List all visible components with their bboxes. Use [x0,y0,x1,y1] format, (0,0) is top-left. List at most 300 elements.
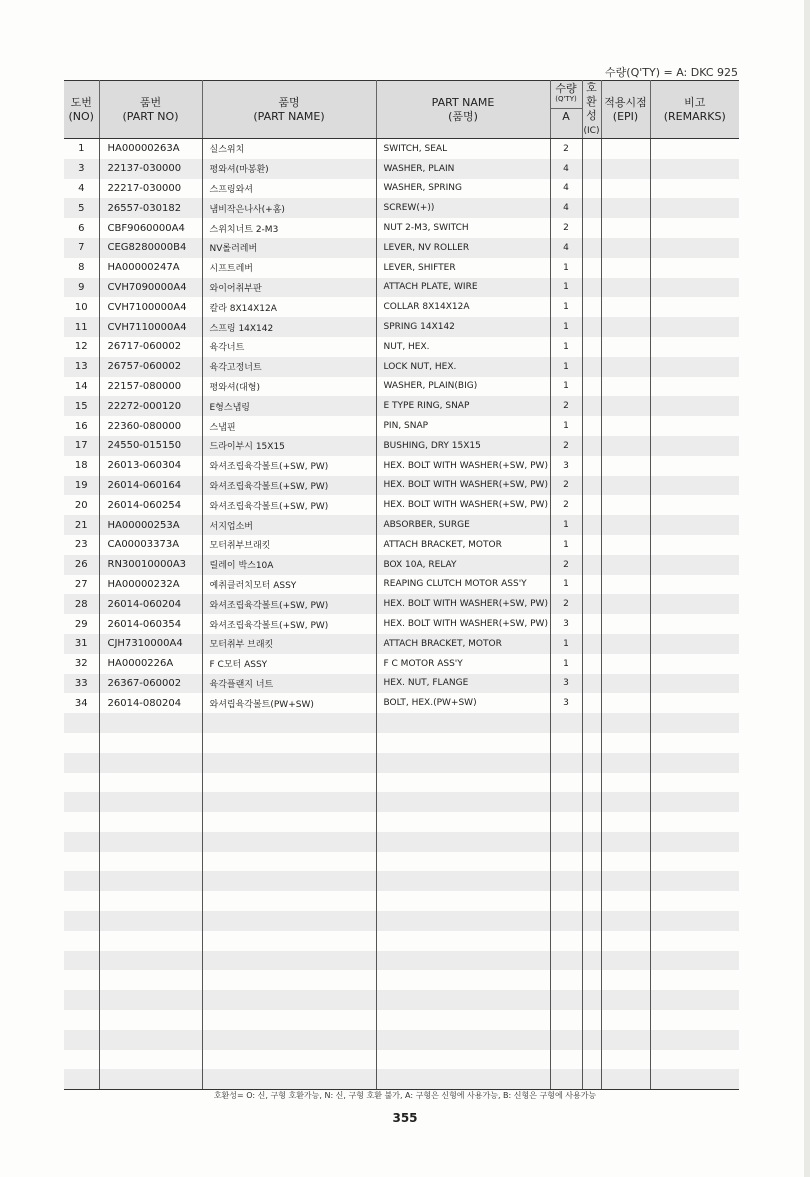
cell-no [64,891,99,911]
cell-part-name-korean: 모터취부브래킷 [202,535,376,555]
cell-compatibility [582,594,601,614]
cell-part-name-korean: 와셔조립육각볼트(+SW, PW) [202,476,376,496]
cell-no: 1 [64,139,99,159]
cell-part-no: HA00000263A [99,139,202,159]
cell-no: 9 [64,278,99,298]
cell-compatibility [582,693,601,713]
table-row [64,416,739,436]
cell-compatibility [582,614,601,634]
cell-remarks [650,357,739,377]
cell-part-no: 22157-080000 [99,377,202,397]
cell-part-name-english [376,891,550,911]
cell-quantity [550,713,582,733]
cell-part-no: 26014-060254 [99,495,202,515]
cell-quantity [550,773,582,793]
cell-quantity: 1 [550,416,582,436]
cell-remarks [650,416,739,436]
cell-no: 12 [64,337,99,357]
cell-part-no: CVH7110000A4 [99,317,202,337]
cell-part-name-korean [202,812,376,832]
empty-table-row [64,832,739,852]
cell-quantity: 4 [550,179,582,199]
cell-part-name-english: LEVER, SHIFTER [376,258,550,278]
cell-part-name-english: LOCK NUT, HEX. [376,357,550,377]
cell-quantity: 1 [550,357,582,377]
cell-no [64,1010,99,1030]
cell-compatibility [582,179,601,199]
table-row [64,436,739,456]
cell-part-no: CVH7090000A4 [99,278,202,298]
cell-part-no: 22272-000120 [99,396,202,416]
cell-epi [601,436,650,456]
cell-no [64,832,99,852]
table-row [64,337,739,357]
cell-compatibility [582,891,601,911]
cell-no [64,852,99,872]
cell-epi [601,614,650,634]
cell-no [64,733,99,753]
cell-compatibility [582,1069,601,1089]
cell-part-name-korean [202,713,376,733]
table-row [64,218,739,238]
cell-part-no: RN30010000A3 [99,555,202,575]
cell-part-name-korean [202,852,376,872]
cell-part-name-english: SCREW(+)) [376,198,550,218]
cell-epi [601,278,650,298]
cell-part-name-english [376,1030,550,1050]
cell-no [64,1030,99,1050]
cell-part-name-korean: 와셔립육각볼트(PW+SW) [202,693,376,713]
cell-epi [601,357,650,377]
cell-quantity: 4 [550,159,582,179]
header-remarks: 비고 (REMARKS) [650,81,739,139]
cell-quantity [550,852,582,872]
cell-remarks [650,218,739,238]
cell-part-no [99,773,202,793]
cell-compatibility [582,733,601,753]
cell-part-name-korean: 와이어취부판 [202,278,376,298]
empty-table-row [64,753,739,773]
cell-part-name-english: HEX. BOLT WITH WASHER(+SW, PW) [376,456,550,476]
page-number: 355 [392,1111,418,1125]
cell-part-name-korean: 평와셔(마봉환) [202,159,376,179]
cell-no [64,753,99,773]
cell-part-name-english [376,753,550,773]
cell-remarks [650,713,739,733]
cell-part-name-korean [202,773,376,793]
cell-part-name-english [376,911,550,931]
cell-quantity: 2 [550,476,582,496]
table-header-row [64,81,739,139]
cell-remarks [650,159,739,179]
empty-table-row [64,773,739,793]
cell-epi [601,1030,650,1050]
cell-no: 14 [64,377,99,397]
cell-part-name-korean: 육각너트 [202,337,376,357]
empty-table-row [64,792,739,812]
table-row [64,139,739,159]
cell-part-name-english: SPRING 14X142 [376,317,550,337]
cell-remarks [650,773,739,793]
cell-part-no: CBF9060000A4 [99,218,202,238]
cell-epi [601,198,650,218]
cell-part-name-korean: 와셔조립육각볼트(+SW, PW) [202,614,376,634]
cell-part-name-english: BUSHING, DRY 15X15 [376,436,550,456]
header-quantity: 수량 (Q'TY) A [550,81,582,139]
table-row [64,159,739,179]
cell-remarks [650,278,739,298]
cell-part-name-korean [202,1030,376,1050]
cell-quantity [550,1030,582,1050]
cell-epi [601,931,650,951]
table-row [64,179,739,199]
cell-epi [601,773,650,793]
cell-part-name-korean [202,753,376,773]
cell-quantity: 1 [550,337,582,357]
cell-compatibility [582,515,601,535]
cell-part-no: CA00003373A [99,535,202,555]
cell-remarks [650,179,739,199]
cell-part-name-english: HEX. BOLT WITH WASHER(+SW, PW) [376,594,550,614]
cell-remarks [650,575,739,595]
cell-compatibility [582,713,601,733]
cell-part-no: 22360-080000 [99,416,202,436]
table-row [64,575,739,595]
cell-part-name-english: F C MOTOR ASS'Y [376,654,550,674]
cell-part-no [99,1050,202,1070]
table-row [64,278,739,298]
cell-part-name-english: PIN, SNAP [376,416,550,436]
cell-remarks [650,317,739,337]
table-row [64,535,739,555]
cell-part-no: 26717-060002 [99,337,202,357]
cell-part-name-english: HEX. BOLT WITH WASHER(+SW, PW) [376,495,550,515]
cell-quantity: 4 [550,198,582,218]
cell-remarks [650,674,739,694]
cell-no [64,951,99,971]
cell-epi [601,159,650,179]
cell-part-name-english: HEX. BOLT WITH WASHER(+SW, PW) [376,614,550,634]
empty-table-row [64,911,739,931]
cell-remarks [650,931,739,951]
cell-quantity: 3 [550,674,582,694]
cell-compatibility [582,674,601,694]
cell-epi [601,654,650,674]
cell-part-name-english [376,1010,550,1030]
table-row [64,614,739,634]
cell-part-name-english: ATTACH BRACKET, MOTOR [376,535,550,555]
cell-quantity [550,871,582,891]
cell-no: 5 [64,198,99,218]
cell-no [64,1050,99,1070]
cell-no: 32 [64,654,99,674]
cell-epi [601,733,650,753]
cell-no: 16 [64,416,99,436]
cell-part-no: 22217-030000 [99,179,202,199]
empty-table-row [64,970,739,990]
header-no: 도번 (NO) [64,81,99,139]
cell-no: 31 [64,634,99,654]
cell-part-no [99,832,202,852]
cell-remarks [650,654,739,674]
empty-table-row [64,871,739,891]
cell-quantity: 1 [550,515,582,535]
cell-part-name-korean [202,1069,376,1089]
cell-no: 11 [64,317,99,337]
cell-quantity: 1 [550,258,582,278]
cell-epi [601,139,650,159]
cell-compatibility [582,555,601,575]
cell-remarks [650,377,739,397]
cell-part-name-english: LEVER, NV ROLLER [376,238,550,258]
table-row [64,634,739,654]
cell-remarks [650,911,739,931]
cell-epi [601,634,650,654]
cell-remarks [650,871,739,891]
cell-part-no [99,951,202,971]
cell-part-name-english: NUT 2-M3, SWITCH [376,218,550,238]
cell-no: 21 [64,515,99,535]
cell-compatibility [582,258,601,278]
cell-remarks [650,476,739,496]
table-row [64,515,739,535]
cell-part-no: HA00000232A [99,575,202,595]
cell-part-name-korean: NV롤러레버 [202,238,376,258]
cell-part-name-korean: 육각고정너트 [202,357,376,377]
cell-part-name-korean [202,871,376,891]
cell-no [64,871,99,891]
cell-compatibility [582,357,601,377]
cell-part-name-english [376,1069,550,1089]
cell-part-name-english: BOLT, HEX.(PW+SW) [376,693,550,713]
cell-no: 34 [64,693,99,713]
cell-quantity: 1 [550,654,582,674]
cell-epi [601,416,650,436]
cell-epi [601,1010,650,1030]
cell-part-no: 26757-060002 [99,357,202,377]
cell-compatibility [582,456,601,476]
cell-epi [601,852,650,872]
empty-table-row [64,990,739,1010]
cell-remarks [650,990,739,1010]
cell-no [64,911,99,931]
cell-epi [601,456,650,476]
cell-part-no: HA00000253A [99,515,202,535]
table-row [64,258,739,278]
cell-epi [601,891,650,911]
cell-part-name-korean [202,832,376,852]
cell-remarks [650,753,739,773]
cell-no: 7 [64,238,99,258]
cell-part-name-english [376,773,550,793]
cell-compatibility [582,416,601,436]
cell-remarks [650,852,739,872]
cell-part-no [99,1030,202,1050]
cell-compatibility [582,792,601,812]
cell-epi [601,812,650,832]
empty-table-row [64,733,739,753]
cell-part-name-korean [202,1010,376,1030]
cell-epi [601,1069,650,1089]
cell-part-name-korean [202,911,376,931]
cell-part-name-english: WASHER, PLAIN(BIG) [376,377,550,397]
cell-no: 27 [64,575,99,595]
empty-table-row [64,931,739,951]
cell-epi [601,990,650,1010]
cell-quantity: 2 [550,436,582,456]
cell-compatibility [582,871,601,891]
cell-part-name-korean: 모터취부 브래킷 [202,634,376,654]
cell-compatibility [582,297,601,317]
cell-part-name-english: WASHER, PLAIN [376,159,550,179]
cell-quantity: 2 [550,139,582,159]
cell-part-name-english [376,792,550,812]
empty-table-row [64,1069,739,1089]
cell-no: 19 [64,476,99,496]
cell-compatibility [582,654,601,674]
cell-epi [601,911,650,931]
table-row [64,495,739,515]
cell-part-name-english: NUT, HEX. [376,337,550,357]
cell-no: 10 [64,297,99,317]
header-epi: 적용시점 (EPI) [601,81,650,139]
cell-remarks [650,456,739,476]
cell-part-name-korean: 스위치너트 2-M3 [202,218,376,238]
cell-compatibility [582,377,601,397]
cell-part-no: 26367-060002 [99,674,202,694]
cell-remarks [650,337,739,357]
cell-quantity: 1 [550,377,582,397]
cell-part-name-english [376,931,550,951]
cell-compatibility [582,396,601,416]
cell-no [64,1069,99,1089]
cell-part-name-english [376,852,550,872]
cell-compatibility [582,990,601,1010]
cell-part-name-korean [202,733,376,753]
empty-table-row [64,1030,739,1050]
cell-part-no: 26014-080204 [99,693,202,713]
cell-part-name-english: HEX. NUT, FLANGE [376,674,550,694]
cell-epi [601,377,650,397]
cell-part-name-english: REAPING CLUTCH MOTOR ASS'Y [376,575,550,595]
cell-part-no [99,911,202,931]
cell-compatibility [582,634,601,654]
quantity-note: 수량(Q'TY) = A: DKC 925 [605,66,738,79]
cell-compatibility [582,337,601,357]
cell-epi [601,297,650,317]
cell-part-name-english [376,832,550,852]
cell-remarks [650,733,739,753]
cell-part-no: 24550-015150 [99,436,202,456]
cell-epi [601,337,650,357]
cell-part-no [99,792,202,812]
cell-no [64,792,99,812]
page-edge [804,0,810,1177]
cell-part-name-english [376,871,550,891]
cell-part-name-korean: 와셔조립육각볼트(+SW, PW) [202,456,376,476]
cell-part-name-korean: 예취클러치모터 ASSY [202,575,376,595]
cell-remarks [650,594,739,614]
cell-part-name-english [376,970,550,990]
cell-part-name-korean: F C모터 ASSY [202,654,376,674]
cell-compatibility [582,931,601,951]
table-row [64,654,739,674]
empty-table-row [64,812,739,832]
cell-quantity [550,911,582,931]
cell-part-name-english: WASHER, SPRING [376,179,550,199]
cell-remarks [650,297,739,317]
cell-part-name-english [376,1050,550,1070]
cell-epi [601,594,650,614]
cell-part-name-english: HEX. BOLT WITH WASHER(+SW, PW) [376,476,550,496]
cell-no: 13 [64,357,99,377]
cell-compatibility [582,495,601,515]
cell-quantity: 3 [550,693,582,713]
cell-no: 26 [64,555,99,575]
empty-table-row [64,951,739,971]
cell-part-name-korean: 스냅핀 [202,416,376,436]
cell-no: 6 [64,218,99,238]
cell-remarks [650,812,739,832]
cell-quantity [550,832,582,852]
cell-quantity [550,1010,582,1030]
cell-epi [601,753,650,773]
cell-compatibility [582,812,601,832]
cell-epi [601,317,650,337]
cell-part-no: 22137-030000 [99,159,202,179]
cell-part-name-korean [202,931,376,951]
cell-epi [601,555,650,575]
cell-quantity [550,931,582,951]
cell-epi [601,218,650,238]
cell-part-name-english: E TYPE RING, SNAP [376,396,550,416]
cell-part-name-korean: 육각플랜지 너트 [202,674,376,694]
cell-compatibility [582,832,601,852]
cell-part-no: CVH7100000A4 [99,297,202,317]
cell-part-name-korean: 와셔조립육각볼트(+SW, PW) [202,495,376,515]
cell-no: 20 [64,495,99,515]
cell-quantity: 2 [550,218,582,238]
cell-epi [601,832,650,852]
cell-remarks [650,1050,739,1070]
cell-epi [601,515,650,535]
cell-quantity [550,990,582,1010]
cell-compatibility [582,317,601,337]
cell-no: 3 [64,159,99,179]
cell-part-no [99,970,202,990]
cell-part-name-korean: 평와셔(대형) [202,377,376,397]
cell-epi [601,713,650,733]
cell-part-name-english: BOX 10A, RELAY [376,555,550,575]
cell-remarks [650,1010,739,1030]
cell-remarks [650,495,739,515]
cell-epi [601,396,650,416]
header-part-no: 품번 (PART NO) [99,81,202,139]
table-row [64,297,739,317]
cell-no: 33 [64,674,99,694]
cell-compatibility [582,436,601,456]
empty-table-row [64,852,739,872]
cell-part-no: 26557-030182 [99,198,202,218]
cell-part-name-english [376,812,550,832]
cell-quantity: 1 [550,297,582,317]
cell-compatibility [582,139,601,159]
cell-remarks [650,792,739,812]
empty-table-row [64,1010,739,1030]
compatibility-legend: 호환성= O: 신, 구형 호환가능, N: 신, 구형 호환 불가, A: 구형은 신형에 사용가능, B: 신형은 구형에 사용가능 [213,1091,597,1100]
cell-no [64,970,99,990]
cell-part-no [99,1010,202,1030]
